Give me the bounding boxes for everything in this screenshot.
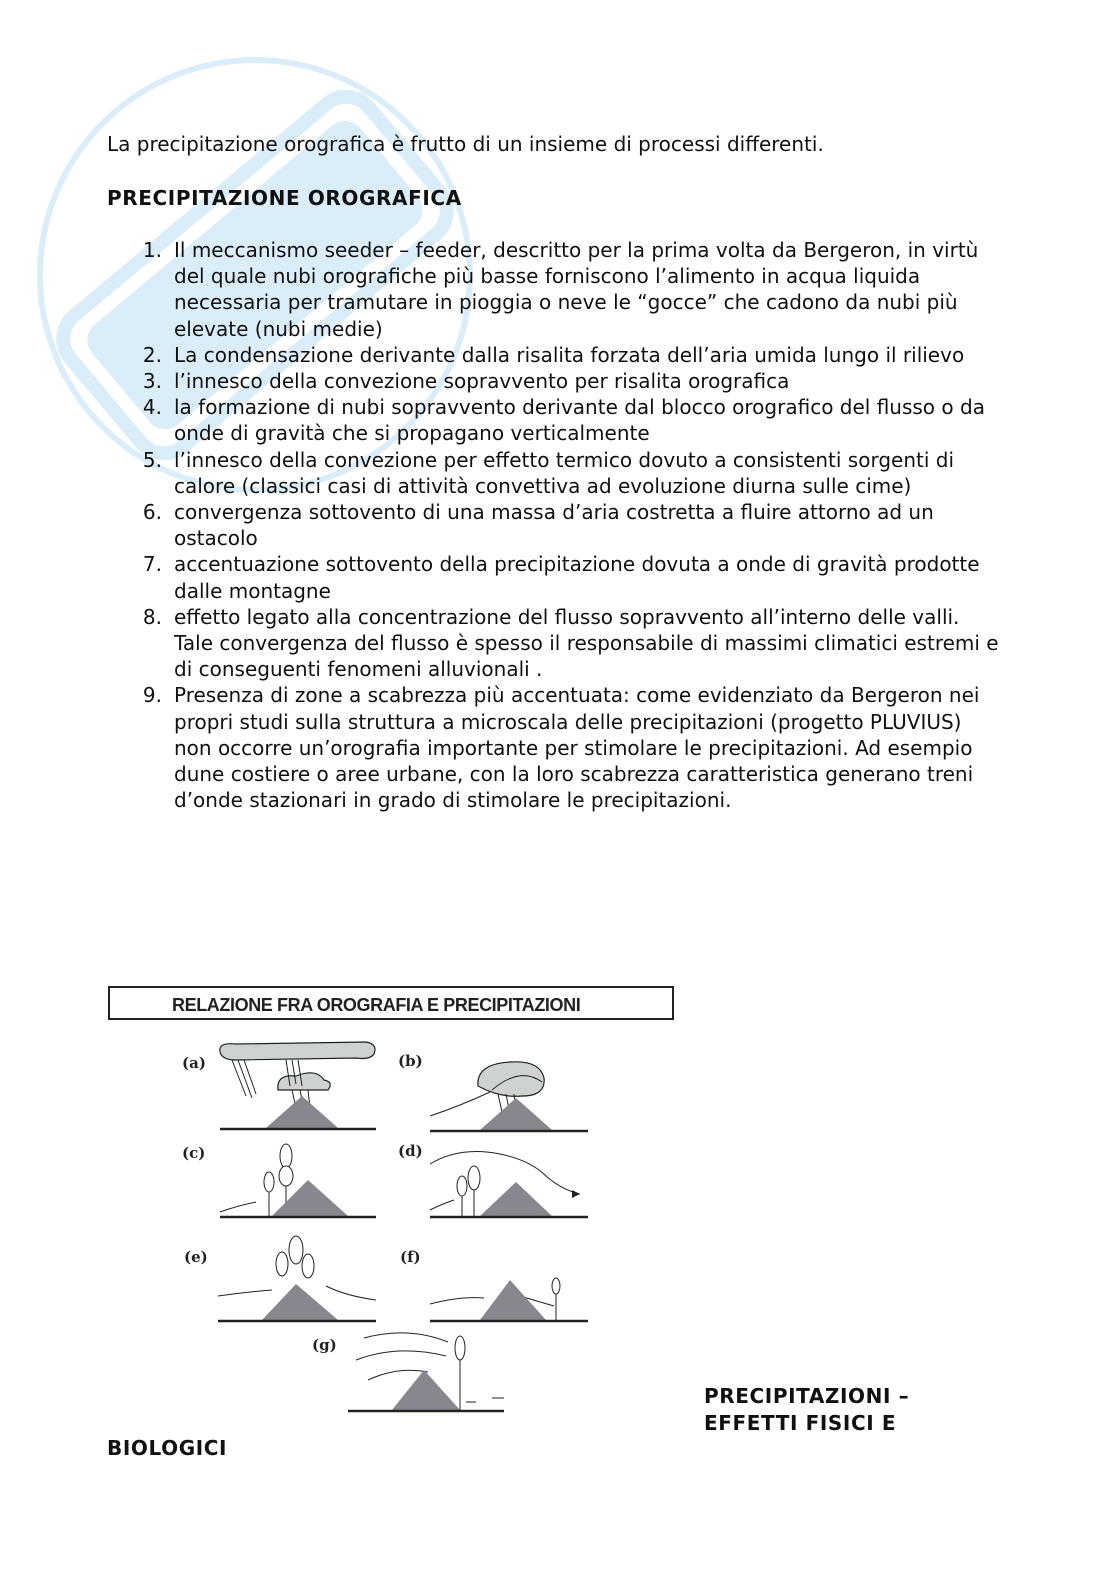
panel-label-a: (a) [182,1054,206,1072]
points-list [134,237,1004,813]
panel-label-b: (b) [398,1052,423,1070]
list-item: 8. effetto legato alla concentrazione del flusso sopravvento all’interno delle valli. Tale convergenza del flusso è spesso il responsabile di massimi climatici estremi e di conseguenti fenomeni alluvionali . [142,604,999,682]
panel-label-f: (f) [400,1248,421,1266]
list-item: 3. l’innesco della convezione sopravvento per risalita orografica [142,369,790,394]
panel-label-d: (d) [398,1142,423,1160]
panel-d-diagram [430,1146,590,1222]
section-title: PRECIPITAZIONE OROGRAFICA [107,186,462,210]
panel-f-diagram [430,1266,590,1324]
figure-title-box [108,986,674,1020]
panel-c-diagram [216,1138,376,1222]
list-item: 2. La condensazione derivante dalla risalita forzata dell’aria umida lungo il rilievo [142,342,965,367]
panel-label-g: (g) [312,1336,337,1354]
list-item: 5. l’innesco della convezione per effetto termico dovuto a consistenti sorgenti di calore (classici casi di attività convettiva ad evoluzione diurna sulle cime) [142,447,955,498]
panel-g-diagram [348,1326,508,1416]
list-item: 7. accentuazione sottovento della precipitazione dovuta a onde di gravità prodotte dalle montagne [142,552,980,603]
panel-label-c: (c) [182,1144,206,1162]
figure-title: RELAZIONE FRA OROGRAFIA E PRECIPITAZIONI [172,995,581,1015]
orography-figure [108,986,678,1426]
panel-e-diagram [216,1234,376,1324]
list-item: 1. Il meccanismo seeder – feeder, descritto per la prima volta da Bergeron, in virtù del quale nubi orografiche più basse forniscono l’alimento in acqua liquida necessaria per tramutare in pioggia o neve le “gocce” che cadono da nubi più elevate (nubi medie) [142,238,979,341]
panel-label-e: (e) [184,1248,208,1266]
section-title-continuation: BIOLOGICI [107,1436,228,1460]
side-section-title: PRECIPITAZIONI – EFFETTI FISICI E [704,1384,910,1435]
list-item: 6. convergenza sottovento di una massa d’aria costretta a fluire attorno ad un ostacolo [142,500,934,551]
panel-a-diagram [216,1038,376,1134]
list-item: 4. la formazione di nubi sopravvento derivante dal blocco orografico del flusso o da onde di gravità che si propagano verticalmente [142,395,985,446]
panel-b-diagram [430,1056,590,1134]
intro-text: La precipitazione orografica è frutto di un insieme di processi differenti. [107,132,824,156]
list-item: 9. Presenza di zone a scabrezza più accentuata: come evidenziato da Bergeron nei propri studi sulla struttura a microscala delle precipitazioni (progetto PLUVIUS) non occorre un’orografia importante per stimolare le precipitazioni. Ad esempio dune costiere o aree urbane, con la loro scabrezza caratteristica generano treni d’onde stazionari in grado di stimolare le precipitazioni. [142,683,980,813]
